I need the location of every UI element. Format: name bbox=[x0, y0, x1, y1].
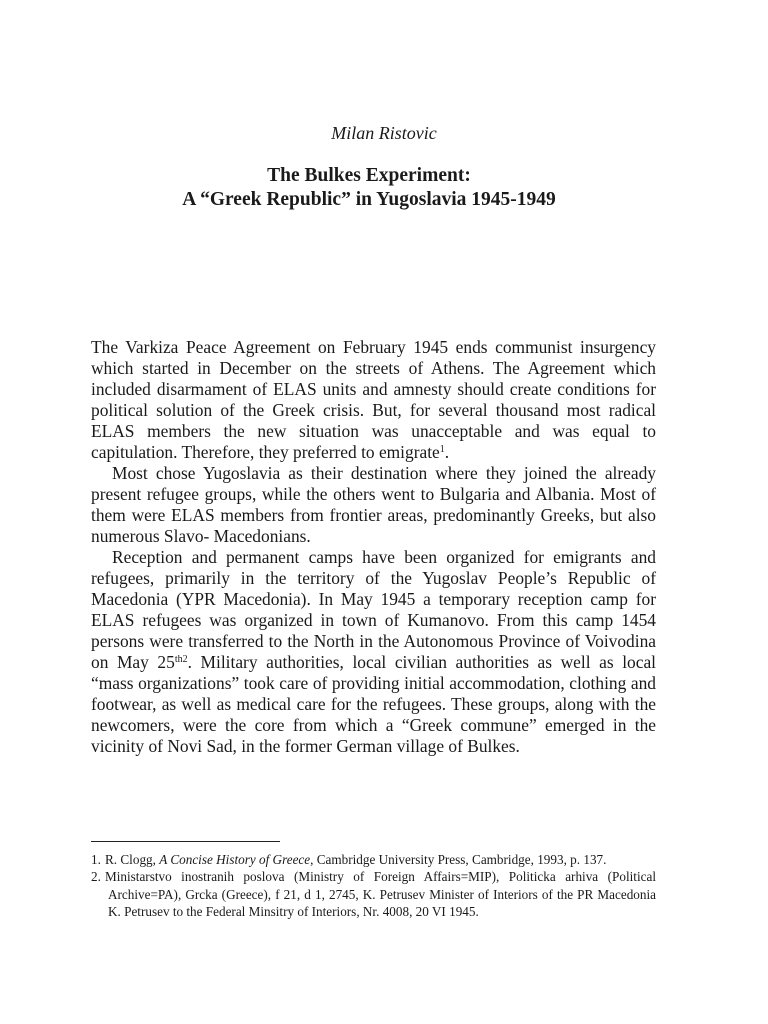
footnote-2 bbox=[91, 868, 656, 920]
footnote-ref-2: th2 bbox=[174, 654, 188, 665]
title-line-2: A “Greek Republic” in Yugoslavia 1945-1949 bbox=[182, 189, 556, 210]
paragraph-1-end: . bbox=[444, 442, 450, 462]
title-line-1: The Bulkes Experiment: bbox=[267, 165, 471, 186]
footnote-divider bbox=[91, 841, 280, 842]
paragraph-3-text-a: Reception and permanent camps have been organized for emigrants and refugees, primarily in the territory of the Yugoslav People’s Republic of Macedonia (YPR Macedonia). In May 1945 a temporary reception camp for ELAS refugees was organized in town of Kumanovo. From this camp 1454 persons were transferred to the North in the Autonomous Province of Voivodina on May 25 bbox=[91, 547, 656, 672]
paragraph-1 bbox=[91, 337, 656, 463]
footnote-ref-1: 1 bbox=[439, 444, 445, 455]
author-name: Milan Ristovic bbox=[331, 123, 437, 143]
paragraph-1-text: The Varkiza Peace Agreement on February 1945 ends communist insurgency which started in December on the streets of Athens. The Agreement which included disarmament of ELAS units and amnesty should create conditions for political solution of the Greek crisis. But, for several thousand most radical ELAS members the new situation was unacceptable and was equal to capitulation. Therefore, they preferred to emigrate bbox=[91, 337, 656, 462]
footnote-1-number: 1. bbox=[91, 852, 101, 867]
footnote-2-number: 2. bbox=[91, 869, 101, 885]
paragraph-3-text-b: . Military authorities, local civilian authorities as well as local “mass organizations” took care of providing initial accommodation, clothing and footwear, as well as medical care for the refugees. These groups, along with the newcomers, were the core from which a “Greek commune” emerged in the vicinity of Novi Sad, in the former German village of Bulkes. bbox=[91, 652, 656, 756]
paragraph-2: Most chose Yugoslavia as their destination where they joined the already present refugee groups, while the others went to Bulgaria and Albania. Most of them were ELAS members from frontier areas, predominantly Greeks, but also numerous Slavo- Macedonians. bbox=[91, 463, 656, 546]
footnote-1-post: , Cambridge University Press, Cambridge, 1993, p. 137. bbox=[310, 852, 607, 867]
footnote-1-book-title: A Concise History of Greece bbox=[159, 852, 311, 867]
footnote-1 bbox=[91, 851, 656, 868]
footnote-2-text: Ministarstvo inostranih poslova (Ministry of Foreign Affairs=MIP), Politicka arhiva (Political Archive=PA), Grcka (Greece), f 21, d 1, 2745, K. Petrusev Minister of Interiors of the PR Macedonia K. Petrusev to the Federal Minsitry of Interiors, Nr. 4008, 20 VI 1945. bbox=[105, 869, 656, 919]
footnotes bbox=[91, 851, 656, 920]
paragraph-3 bbox=[91, 547, 656, 757]
footnote-1-pre: R. Clogg, bbox=[105, 852, 160, 867]
article-body bbox=[91, 337, 656, 757]
article-title bbox=[0, 164, 738, 212]
